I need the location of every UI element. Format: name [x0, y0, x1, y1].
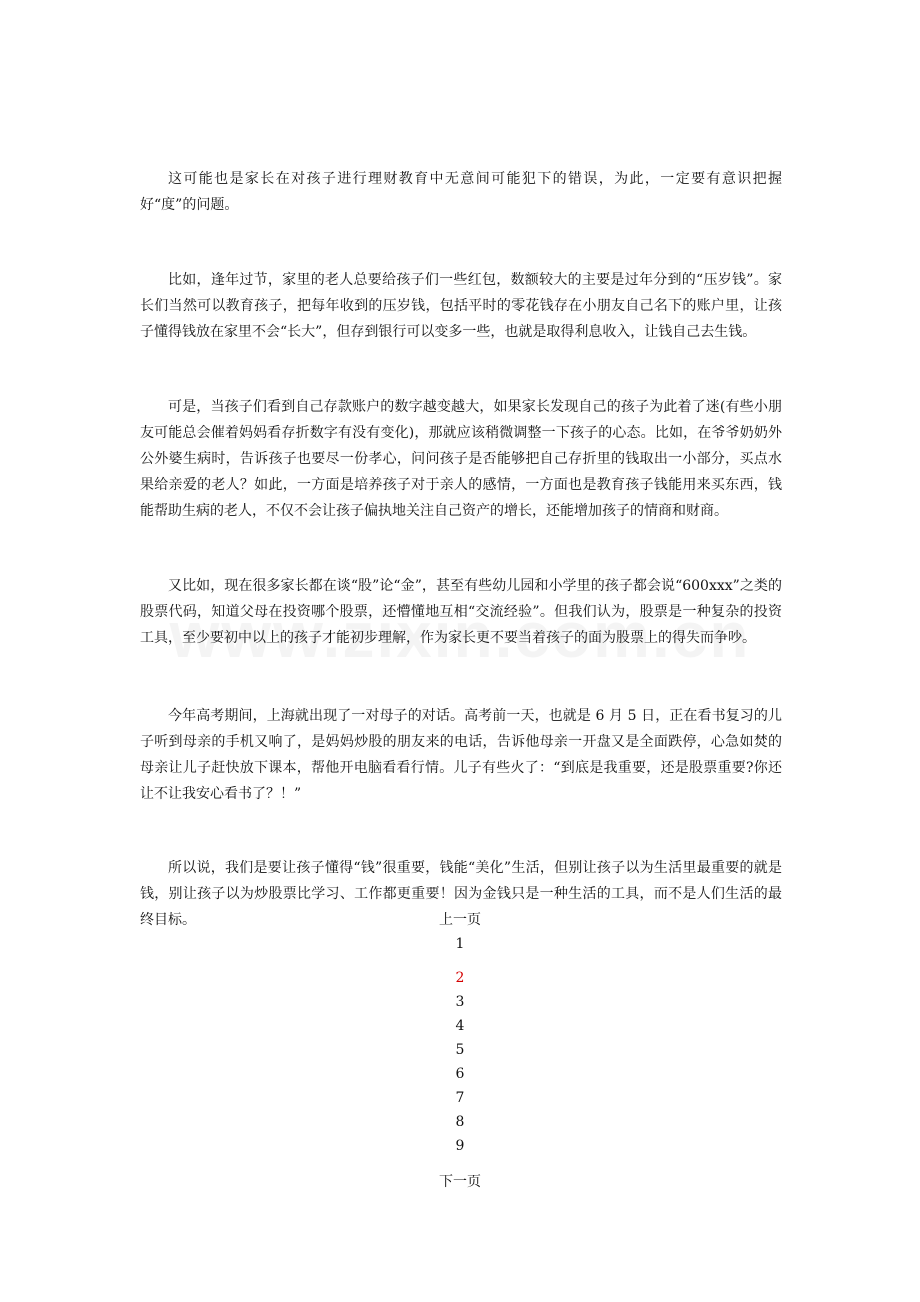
page-link-2-current[interactable]: 2: [455, 970, 465, 986]
page-link-4[interactable]: 4: [455, 1018, 465, 1034]
page-link-7[interactable]: 7: [455, 1090, 465, 1106]
page-link-8[interactable]: 8: [455, 1114, 465, 1130]
prev-page-link[interactable]: 上一页: [439, 912, 481, 928]
paragraph: 比如，逢年过节，家里的老人总要给孩子们一些红包，数额较大的主要是过年分到的“压岁钱”。家长们当然可以教育孩子，把每年收到的压岁钱，包括平时的零花钱存在小朋友自己名下的账户里，让孩子懂得钱放在家里不会“长大”，但存到银行可以变多一些，也就是取得利息收入，让钱自己去生钱。: [140, 272, 782, 340]
page-link-9[interactable]: 9: [455, 1138, 465, 1154]
page-link-1[interactable]: 1: [455, 936, 465, 952]
paragraph: 又比如，现在很多家长都在谈“股”论“金”，甚至有些幼儿园和小学里的孩子都会说“600xxx”之类的股票代码，知道父母在投资哪个股票，还懵懂地互相“交流经验”。但我们认为，股票是一种复杂的投资工具，至少要初中以上的孩子才能初步理解，作为家长更不要当着孩子的面为股票上的得失而争吵。: [140, 578, 782, 646]
page-link-3[interactable]: 3: [455, 994, 465, 1010]
paragraph: 可是，当孩子们看到自己存款账户的数字越变越大，如果家长发现自己的孩子为此着了迷(有些小朋友可能总会催着妈妈看存折数字有没有变化)，那就应该稍微调整一下孩子的心态。比如，在爷爷奶奶外公外婆生病时，告诉孩子也要尽一份孝心，问问孩子是否能够把自己存折里的钱取出一小部分，买点水果给亲爱的老人？如此，一方面是培养孩子对于亲人的感情，一方面也是教育孩子钱能用来买东西，钱能帮助生病的老人，不仅不会让孩子偏执地关注自己资产的增长，还能增加孩子的情商和财商。: [140, 399, 782, 519]
paragraph: 这可能也是家长在对孩子进行理财教育中无意间可能犯下的错误，为此，一定要有意识把握好“度”的问题。: [140, 171, 782, 213]
pagination: [0, 908, 920, 1194]
paragraph: 今年高考期间，上海就出现了一对母子的对话。高考前一天，也就是 6 月 5 日，正在看书复习的儿子听到母亲的手机又响了，是妈妈炒股的朋友来的电话，告诉他母亲一开盘又是全面跌停，心急如焚的母亲让儿子赶快放下课本，帮他开电脑看看行情。儿子有些火了：“到底是我重要，还是股票重要?你还让不让我安心看书了？！”: [140, 708, 782, 802]
next-page-link[interactable]: 下一页: [439, 1174, 481, 1190]
paragraph: 所以说，我们是要让孩子懂得“钱”很重要，钱能“美化”生活，但别让孩子以为生活里最重要的就是钱，别让孩子以为炒股票比学习、工作都更重要！因为金钱只是一种生活的工具，而不是人们生活的最终目标。: [140, 860, 782, 928]
page-link-6[interactable]: 6: [455, 1066, 465, 1082]
page-link-5[interactable]: 5: [455, 1042, 465, 1058]
